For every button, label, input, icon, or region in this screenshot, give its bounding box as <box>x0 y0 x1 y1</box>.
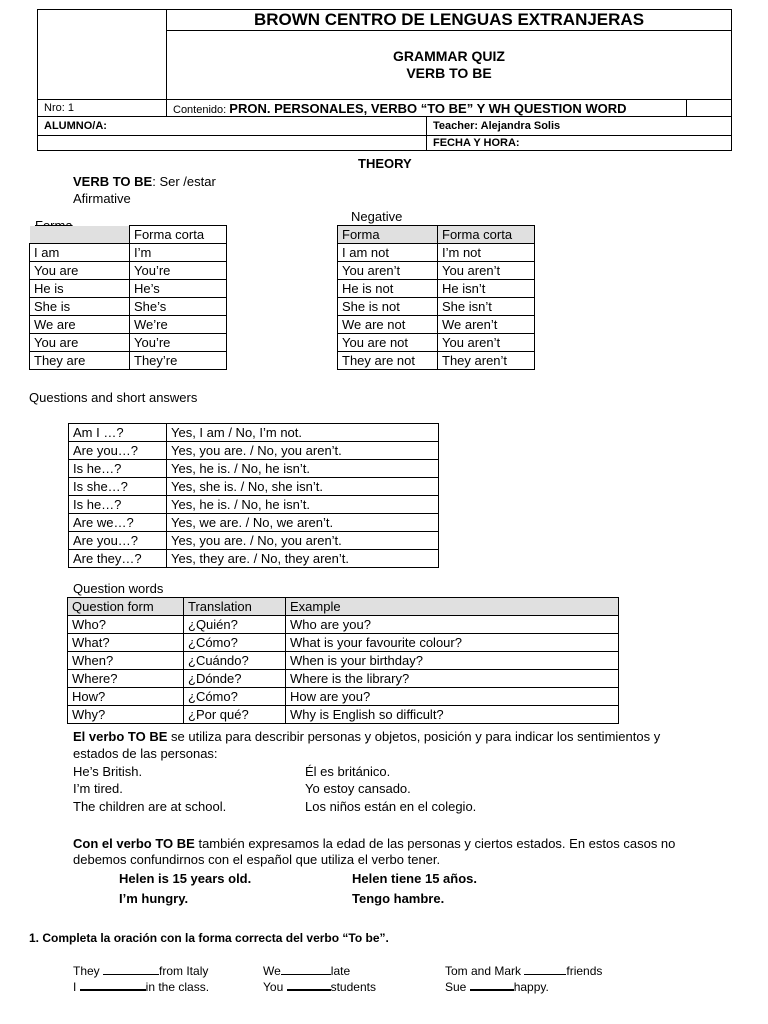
example-en: He’s British. <box>73 764 143 779</box>
negative-full: We are not <box>338 316 438 334</box>
exercise-text: late <box>330 964 351 978</box>
answer-cell: Yes, he is. / No, he isn’t. <box>167 496 439 514</box>
questions-table <box>68 423 439 568</box>
qw-translation: ¿Por qué? <box>184 706 286 724</box>
negative-short: You aren’t <box>438 334 535 352</box>
verb-label: VERB TO BE <box>73 174 153 189</box>
table-row <box>338 334 535 352</box>
qw-translation: ¿Cómo? <box>184 688 286 706</box>
affirmative-short: You’re <box>130 262 227 280</box>
example-es: Él es británico. <box>305 764 391 779</box>
logo-cell <box>38 10 167 100</box>
table-row <box>69 424 439 442</box>
negative-short: I’m not <box>438 244 535 262</box>
age-bold: Con el verbo TO BE <box>73 836 195 851</box>
answer-cell: Yes, I am / No, I’m not. <box>167 424 439 442</box>
question-cell: Is he…? <box>69 496 167 514</box>
table-row <box>30 280 227 298</box>
table-row <box>30 334 227 352</box>
questions-heading: Questions and short answers <box>29 390 198 405</box>
qw-translation: ¿Cómo? <box>184 634 286 652</box>
exercise-text: from Italy <box>159 964 209 978</box>
example-es: Los niños están en el colegio. <box>305 799 477 814</box>
qw-form: Why? <box>68 706 184 724</box>
exercise-text: Sue <box>445 980 470 994</box>
table-row <box>30 244 227 262</box>
affirmative-full: We are <box>30 316 130 334</box>
table-row <box>338 316 535 334</box>
exercise-text: friends <box>566 964 603 978</box>
affirmative-short: He’s <box>130 280 227 298</box>
student-name-field <box>38 136 427 151</box>
negative-full: I am not <box>338 244 438 262</box>
exercise-text: Tom and Mark <box>445 964 525 978</box>
exercise-text: They <box>73 964 104 978</box>
usage-lead-rest: se utiliza para describir personas y objetos, posición y para indicar los sentimientos y <box>167 729 661 744</box>
table-row <box>69 550 439 568</box>
affirmative-short: She’s <box>130 298 227 316</box>
qw-example: Who are you? <box>286 616 619 634</box>
usage-line-1 <box>73 729 660 744</box>
exercise-text: happy. <box>513 980 549 994</box>
school-name: BROWN CENTRO DE LENGUAS EXTRANJERAS <box>167 10 732 31</box>
affirmative-short: I’m <box>130 244 227 262</box>
question-cell: Are they…? <box>69 550 167 568</box>
table-row <box>338 298 535 316</box>
negative-short: She isn’t <box>438 298 535 316</box>
question-cell: Are you…? <box>69 532 167 550</box>
qw-form: Where? <box>68 670 184 688</box>
exercise-text: students <box>330 980 376 994</box>
negative-short: They aren’t <box>438 352 535 370</box>
table-row <box>30 262 227 280</box>
affirmative-short: They’re <box>130 352 227 370</box>
header-cell: Translation <box>184 598 286 616</box>
exercise-text: We <box>263 964 281 978</box>
table-row <box>338 262 535 280</box>
theory-heading: THEORY <box>358 156 412 171</box>
question-cell: Are we…? <box>69 514 167 532</box>
table-row <box>69 532 439 550</box>
table-row <box>30 298 227 316</box>
table-row <box>69 478 439 496</box>
age-example-en: Helen is 15 years old. <box>119 871 252 886</box>
negative-short: He isn’t <box>438 280 535 298</box>
affirmative-header-form <box>30 226 130 244</box>
answer-cell: Yes, they are. / No, they aren’t. <box>167 550 439 568</box>
usage-lead-bold: El verbo TO BE <box>73 729 168 744</box>
content-cell <box>167 100 687 117</box>
content-label: Contenido: <box>173 103 227 116</box>
student-label: ALUMNO/A: <box>38 117 427 136</box>
table-row <box>30 352 227 370</box>
affirmative-full: He is <box>30 280 130 298</box>
age-example-en: I’m hungry. <box>119 891 189 906</box>
answer-blank[interactable] <box>80 989 146 991</box>
table-header-row <box>68 598 619 616</box>
exercise-item <box>73 980 209 994</box>
question-words-heading: Question words <box>73 581 164 596</box>
qw-form: When? <box>68 652 184 670</box>
qw-example: How are you? <box>286 688 619 706</box>
exercise-item <box>263 980 376 994</box>
answer-cell: Yes, she is. / No, she isn’t. <box>167 478 439 496</box>
qw-form: What? <box>68 634 184 652</box>
question-words-table <box>67 597 619 724</box>
answer-blank[interactable] <box>103 974 159 975</box>
qw-translation: ¿Dónde? <box>184 670 286 688</box>
exercise-instruction: 1. Completa la oración con la forma correcta del verbo “To be”. <box>29 931 389 945</box>
negative-full: They are not <box>338 352 438 370</box>
qw-example: What is your favourite colour? <box>286 634 619 652</box>
age-rest: también expresamos la edad de las personas y ciertos estados. En estos casos no <box>194 836 676 851</box>
negative-short: We aren’t <box>438 316 535 334</box>
negative-short: You aren’t <box>438 262 535 280</box>
header-cell: Example <box>286 598 619 616</box>
exercise-item <box>73 964 208 978</box>
age-line-1 <box>73 836 675 851</box>
number-label: Nro: 1 <box>38 100 167 117</box>
affirmative-full: They are <box>30 352 130 370</box>
affirmative-short: We’re <box>130 316 227 334</box>
affirmative-full: You are <box>30 262 130 280</box>
answer-blank[interactable] <box>470 989 514 991</box>
table-row <box>69 460 439 478</box>
affirmative-table <box>29 225 227 370</box>
answer-blank[interactable] <box>281 974 331 975</box>
age-line-2: debemos confundirnos con el español que utiliza el verbo tener. <box>73 852 441 867</box>
table-row <box>69 496 439 514</box>
example-en: I’m tired. <box>73 781 123 796</box>
exercise-text: in the class. <box>145 980 210 994</box>
answer-blank[interactable] <box>524 974 566 975</box>
answer-blank[interactable] <box>287 989 331 991</box>
answer-cell: Yes, we are. / No, we aren’t. <box>167 514 439 532</box>
table-row <box>338 244 535 262</box>
qw-form: How? <box>68 688 184 706</box>
quiz-title: GRAMMAR QUIZ <box>393 48 505 64</box>
negative-full: You aren’t <box>338 262 438 280</box>
answer-cell: Yes, he is. / No, he isn’t. <box>167 460 439 478</box>
negative-table <box>337 225 535 370</box>
age-example-es: Tengo hambre. <box>352 891 445 906</box>
quiz-subtitle: VERB TO BE <box>406 65 492 81</box>
table-row <box>68 706 619 724</box>
exercise-item <box>445 964 602 978</box>
negative-header-form: Forma <box>338 226 438 244</box>
table-row <box>338 280 535 298</box>
answer-cell: Yes, you are. / No, you aren’t. <box>167 532 439 550</box>
affirmative-full: She is <box>30 298 130 316</box>
question-cell: Are you…? <box>69 442 167 460</box>
usage-line-2: estados de las personas: <box>73 746 218 761</box>
qw-translation: ¿Quién? <box>184 616 286 634</box>
example-en: The children are at school. <box>73 799 227 814</box>
verb-meaning: : Ser /estar <box>152 174 216 189</box>
table-row <box>68 616 619 634</box>
negative-header-short: Forma corta <box>438 226 535 244</box>
question-cell: Is she…? <box>69 478 167 496</box>
verb-line <box>73 174 216 189</box>
table-row <box>68 670 619 688</box>
table-row <box>68 652 619 670</box>
qw-example: Where is the library? <box>286 670 619 688</box>
quiz-title-cell <box>167 31 732 100</box>
content-value: PRON. PERSONALES, VERBO “TO BE” Y WH QUESTION WORD <box>229 100 627 116</box>
header-cell: Question form <box>68 598 184 616</box>
negative-label: Negative <box>351 209 403 224</box>
affirmative-header-short: Forma corta <box>130 226 227 244</box>
qw-form: Who? <box>68 616 184 634</box>
negative-full: She is not <box>338 298 438 316</box>
answer-cell: Yes, you are. / No, you aren’t. <box>167 442 439 460</box>
age-example-es: Helen tiene 15 años. <box>352 871 477 886</box>
teacher-label: Teacher: Alejandra Solis <box>427 117 732 136</box>
negative-full: He is not <box>338 280 438 298</box>
empty-cell <box>687 100 732 117</box>
table-row <box>69 514 439 532</box>
question-cell: Is he…? <box>69 460 167 478</box>
table-row <box>30 316 227 334</box>
table-row <box>338 352 535 370</box>
exercise-text: I <box>73 980 80 994</box>
example-es: Yo estoy cansado. <box>305 781 411 796</box>
exercise-item <box>263 964 350 978</box>
exercise-text: You <box>263 980 287 994</box>
table-row <box>68 688 619 706</box>
date-label: FECHA Y HORA: <box>427 136 732 151</box>
affirmative-label: Afirmative <box>73 191 131 206</box>
negative-full: You are not <box>338 334 438 352</box>
qw-example: When is your birthday? <box>286 652 619 670</box>
qw-translation: ¿Cuándo? <box>184 652 286 670</box>
table-row <box>68 634 619 652</box>
affirmative-full: You are <box>30 334 130 352</box>
exercise-item <box>445 980 549 994</box>
affirmative-full: I am <box>30 244 130 262</box>
qw-example: Why is English so difficult? <box>286 706 619 724</box>
question-cell: Am I …? <box>69 424 167 442</box>
table-row <box>69 442 439 460</box>
affirmative-short: You’re <box>130 334 227 352</box>
header-table <box>37 9 732 151</box>
